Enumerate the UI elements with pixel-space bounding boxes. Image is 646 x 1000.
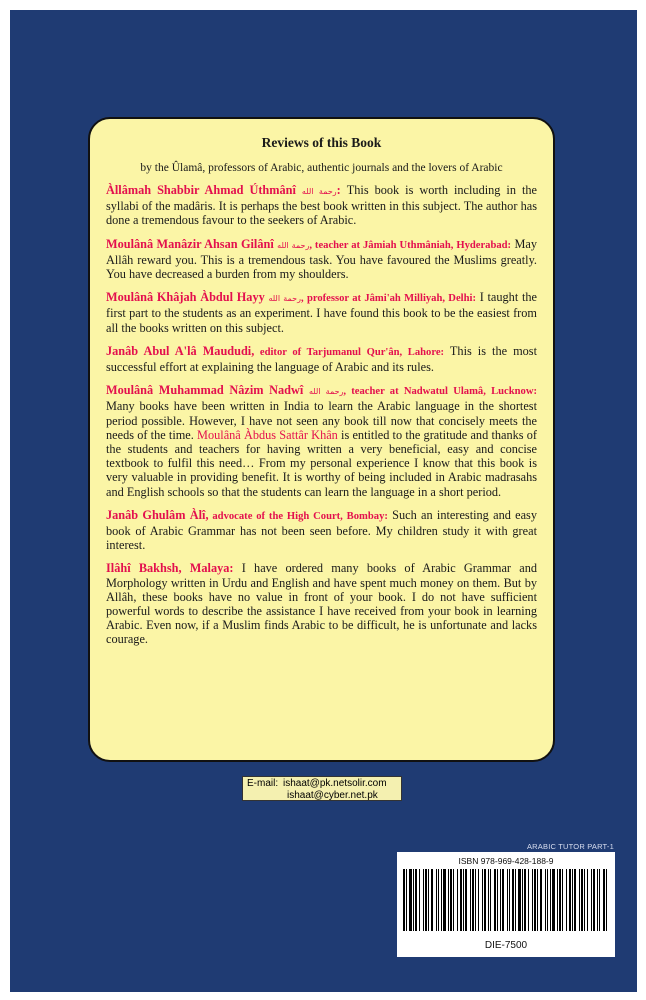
isbn-number: ISBN 978-969-428-188-9 [458, 856, 554, 866]
reviewer-name: Moulânâ Muhammad Nâzim Nadwî [106, 383, 304, 398]
reviewer-name: Janâb Abul A'lâ Maududi, [106, 343, 255, 358]
email-box [242, 776, 402, 801]
reviewer-role: , professor at Jâmi'ah Milliyah, Delhi: [301, 293, 476, 305]
review-6 [106, 508, 537, 553]
honorific-mark: رحمة الله [268, 294, 301, 304]
honorific-mark: رحمة الله [308, 387, 344, 397]
review-text: I taught the first part to the students as an experiment. I have found this book to be the easiest from all the books written on this subject. [106, 290, 537, 335]
reviews-panel [88, 117, 555, 762]
review-2 [106, 237, 537, 282]
review-text: Many books have been written in India to learn the Arabic language in the shortest period possible. However, I have not seen any book till now that concisely meets the needs of the time. [106, 399, 537, 442]
review-text-continued: is entitled to the gratitude and thanks of the students and teachers for having written a very beneficial, easy and concise textbook to fulfil this need… From my personal experience I know that this book is very valuable in providing benefit. It is worthy of being included in Arabic madrasahs and English schools so that the students can learn the language in a short period. [106, 427, 537, 499]
reviewer-name: Àllâmah Shabbir Ahmad Úthmânî [106, 183, 296, 197]
review-1 [106, 183, 537, 228]
reviewer-role: advocate of the High Court, Bombay: [208, 510, 388, 522]
barcode-panel [397, 852, 615, 957]
reviewer-role: , teacher at Jâmiah Uthmâniah, Hyderabad: [309, 239, 512, 251]
review-3 [106, 290, 537, 335]
reviewer-role: , teacher at Nadwatul Ulamâ, Lucknow: [343, 386, 538, 398]
review-text: This is the most successful effort at explaining the language of Arabic and its rules. [106, 343, 537, 375]
reviewer-name: Ilâhî Bakhsh, Malaya: [106, 561, 234, 576]
product-code: DIE-7500 [484, 940, 528, 951]
email-label: E-mail: [247, 778, 279, 789]
author-name-highlight: Moulânâ Àbdus Sattâr Khân [197, 427, 338, 442]
honorific-mark: رحمة الله [277, 240, 310, 250]
review-text: May Allâh reward you. This is a tremendous task. You have favoured the Muslims greatly. You have decreased a burden from my shoulders. [106, 236, 537, 282]
email-address-1[interactable]: ishaat@pk.netsolir.com [283, 778, 387, 789]
reviewer-name: Moulânâ Khâjah Àbdul Hayy [106, 290, 265, 305]
reviews-subtitle: by the Ûlamâ, professors of Arabic, authentic journals and the lovers of Arabic [140, 162, 503, 174]
reviewer-name: Janâb Ghulâm Àlî, [106, 507, 209, 522]
email-address-2[interactable]: ishaat@cyber.net.pk [287, 790, 378, 801]
review-text: Such an interesting and easy book of Arabic Grammar has not been seen before. My children study it with great interest. [106, 507, 537, 553]
review-text: I have ordered many books of Arabic Grammar and Morphology written in Urdu and English and have spent much money on them. But by Allâh, these books have no value in front of your book. I do not have sufficient powerful words to describe the assistance I have received from your book in learning Arabic. Even now, if a Muslim finds Arabic to be difficult, he is unfortunate and lacks courage. [106, 561, 537, 647]
review-7 [106, 561, 537, 646]
series-label: ARABIC TUTOR PART-1 [526, 842, 614, 851]
reviewer-name: Moulânâ Manâzir Ahsan Gilânî [106, 236, 274, 251]
barcode-icon [401, 869, 611, 931]
reviewer-role: editor of Tarjumanul Qur'ân, Lahore: [254, 346, 445, 358]
review-text: This book is worth including in the syllabi of the madâris. It is perhaps the best book written in this subject. The author has done a tremendous favour to the seekers of Arabic. [106, 183, 537, 228]
reviews-title: Reviews of this Book [261, 135, 382, 150]
honorific-mark: رحمة الله [301, 187, 337, 196]
reviewer-role: : [336, 183, 341, 197]
review-4 [106, 344, 537, 374]
review-5 [106, 383, 537, 499]
